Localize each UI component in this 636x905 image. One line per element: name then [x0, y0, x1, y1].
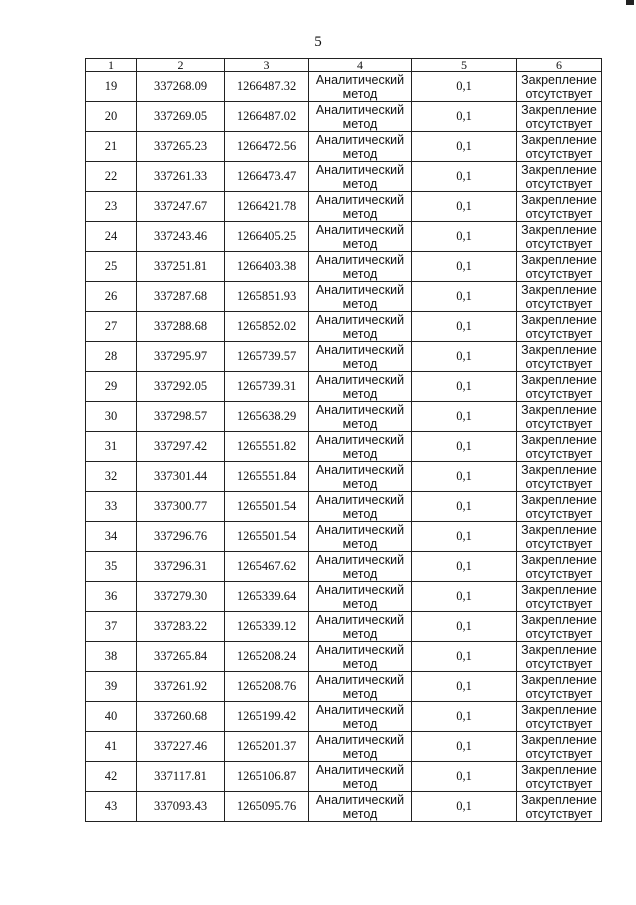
y-coordinate-cell: 1266473.47: [225, 162, 309, 192]
point-number-cell: 39: [86, 672, 137, 702]
x-coordinate-cell: 337297.42: [137, 432, 225, 462]
table-row: [86, 522, 602, 552]
y-coordinate-cell: 1265852.02: [225, 312, 309, 342]
accuracy-cell: 0,1: [412, 432, 517, 462]
point-number-cell: 37: [86, 612, 137, 642]
method-cell: Аналитический метод: [309, 642, 412, 672]
fixation-status-cell: Закрепление отсутствует: [517, 72, 602, 102]
x-coordinate-cell: 337261.33: [137, 162, 225, 192]
fixation-status-cell: Закрепление отсутствует: [517, 762, 602, 792]
y-coordinate-cell: 1265501.54: [225, 492, 309, 522]
point-number-cell: 42: [86, 762, 137, 792]
x-coordinate-cell: 337265.23: [137, 132, 225, 162]
accuracy-cell: 0,1: [412, 222, 517, 252]
method-cell: Аналитический метод: [309, 612, 412, 642]
x-coordinate-cell: 337261.92: [137, 672, 225, 702]
column-header: 1: [86, 59, 137, 72]
accuracy-cell: 0,1: [412, 132, 517, 162]
accuracy-cell: 0,1: [412, 102, 517, 132]
method-cell: Аналитический метод: [309, 522, 412, 552]
table-row: [86, 372, 602, 402]
table-row: [86, 702, 602, 732]
fixation-status-cell: Закрепление отсутствует: [517, 612, 602, 642]
point-number-cell: 27: [86, 312, 137, 342]
accuracy-cell: 0,1: [412, 252, 517, 282]
point-number-cell: 29: [86, 372, 137, 402]
x-coordinate-cell: 337292.05: [137, 372, 225, 402]
method-cell: Аналитический метод: [309, 342, 412, 372]
point-number-cell: 32: [86, 462, 137, 492]
x-coordinate-cell: 337227.46: [137, 732, 225, 762]
method-cell: Аналитический метод: [309, 792, 412, 822]
column-header: 4: [309, 59, 412, 72]
point-number-cell: 40: [86, 702, 137, 732]
fixation-status-cell: Закрепление отсутствует: [517, 792, 602, 822]
method-cell: Аналитический метод: [309, 252, 412, 282]
fixation-status-cell: Закрепление отсутствует: [517, 162, 602, 192]
point-number-cell: 31: [86, 432, 137, 462]
y-coordinate-cell: 1266421.78: [225, 192, 309, 222]
y-coordinate-cell: 1265551.82: [225, 432, 309, 462]
fixation-status-cell: Закрепление отсутствует: [517, 432, 602, 462]
fixation-status-cell: Закрепление отсутствует: [517, 672, 602, 702]
x-coordinate-cell: 337296.76: [137, 522, 225, 552]
y-coordinate-cell: 1265638.29: [225, 402, 309, 432]
x-coordinate-cell: 337117.81: [137, 762, 225, 792]
accuracy-cell: 0,1: [412, 162, 517, 192]
table-row: [86, 792, 602, 822]
table-row: [86, 72, 602, 102]
table-row: [86, 612, 602, 642]
accuracy-cell: 0,1: [412, 282, 517, 312]
accuracy-cell: 0,1: [412, 702, 517, 732]
method-cell: Аналитический метод: [309, 432, 412, 462]
method-cell: Аналитический метод: [309, 72, 412, 102]
point-number-cell: 19: [86, 72, 137, 102]
method-cell: Аналитический метод: [309, 462, 412, 492]
point-number-cell: 25: [86, 252, 137, 282]
y-coordinate-cell: 1265501.54: [225, 522, 309, 552]
accuracy-cell: 0,1: [412, 72, 517, 102]
fixation-status-cell: Закрепление отсутствует: [517, 192, 602, 222]
accuracy-cell: 0,1: [412, 402, 517, 432]
y-coordinate-cell: 1265199.42: [225, 702, 309, 732]
method-cell: Аналитический метод: [309, 582, 412, 612]
accuracy-cell: 0,1: [412, 552, 517, 582]
method-cell: Аналитический метод: [309, 102, 412, 132]
x-coordinate-cell: 337265.84: [137, 642, 225, 672]
point-number-cell: 34: [86, 522, 137, 552]
point-number-cell: 24: [86, 222, 137, 252]
x-coordinate-cell: 337269.05: [137, 102, 225, 132]
y-coordinate-cell: 1266487.02: [225, 102, 309, 132]
x-coordinate-cell: 337301.44: [137, 462, 225, 492]
y-coordinate-cell: 1266405.25: [225, 222, 309, 252]
page-number: 5: [314, 34, 322, 50]
y-coordinate-cell: 1265851.93: [225, 282, 309, 312]
fixation-status-cell: Закрепление отсутствует: [517, 522, 602, 552]
table-row: [86, 642, 602, 672]
fixation-status-cell: Закрепление отсутствует: [517, 342, 602, 372]
table-header-row: [86, 59, 602, 72]
y-coordinate-cell: 1265739.31: [225, 372, 309, 402]
column-header: 2: [137, 59, 225, 72]
y-coordinate-cell: 1265551.84: [225, 462, 309, 492]
point-number-cell: 21: [86, 132, 137, 162]
table-row: [86, 222, 602, 252]
accuracy-cell: 0,1: [412, 342, 517, 372]
method-cell: Аналитический метод: [309, 672, 412, 702]
x-coordinate-cell: 337300.77: [137, 492, 225, 522]
column-header: 5: [412, 59, 517, 72]
table-row: [86, 492, 602, 522]
fixation-status-cell: Закрепление отсутствует: [517, 132, 602, 162]
fixation-status-cell: Закрепление отсутствует: [517, 222, 602, 252]
y-coordinate-cell: 1265208.76: [225, 672, 309, 702]
point-number-cell: 30: [86, 402, 137, 432]
fixation-status-cell: Закрепление отсутствует: [517, 252, 602, 282]
point-number-cell: 41: [86, 732, 137, 762]
method-cell: Аналитический метод: [309, 762, 412, 792]
table-row: [86, 282, 602, 312]
method-cell: Аналитический метод: [309, 162, 412, 192]
x-coordinate-cell: 337251.81: [137, 252, 225, 282]
table-row: [86, 402, 602, 432]
accuracy-cell: 0,1: [412, 492, 517, 522]
fixation-status-cell: Закрепление отсутствует: [517, 702, 602, 732]
point-number-cell: 35: [86, 552, 137, 582]
x-coordinate-cell: 337247.67: [137, 192, 225, 222]
y-coordinate-cell: 1265095.76: [225, 792, 309, 822]
y-coordinate-cell: 1266472.56: [225, 132, 309, 162]
point-number-cell: 33: [86, 492, 137, 522]
y-coordinate-cell: 1266403.38: [225, 252, 309, 282]
fixation-status-cell: Закрепление отсутствует: [517, 552, 602, 582]
x-coordinate-cell: 337295.97: [137, 342, 225, 372]
point-number-cell: 23: [86, 192, 137, 222]
scan-corner-mark: [626, 0, 634, 5]
table-row: [86, 252, 602, 282]
x-coordinate-cell: 337268.09: [137, 72, 225, 102]
point-number-cell: 28: [86, 342, 137, 372]
method-cell: Аналитический метод: [309, 372, 412, 402]
point-number-cell: 36: [86, 582, 137, 612]
y-coordinate-cell: 1265339.64: [225, 582, 309, 612]
x-coordinate-cell: 337287.68: [137, 282, 225, 312]
x-coordinate-cell: 337296.31: [137, 552, 225, 582]
fixation-status-cell: Закрепление отсутствует: [517, 462, 602, 492]
accuracy-cell: 0,1: [412, 522, 517, 552]
fixation-status-cell: Закрепление отсутствует: [517, 732, 602, 762]
method-cell: Аналитический метод: [309, 492, 412, 522]
table-row: [86, 312, 602, 342]
accuracy-cell: 0,1: [412, 672, 517, 702]
accuracy-cell: 0,1: [412, 372, 517, 402]
accuracy-cell: 0,1: [412, 612, 517, 642]
table-row: [86, 162, 602, 192]
accuracy-cell: 0,1: [412, 582, 517, 612]
accuracy-cell: 0,1: [412, 762, 517, 792]
column-header: 6: [517, 59, 602, 72]
table-row: [86, 762, 602, 792]
point-number-cell: 20: [86, 102, 137, 132]
point-number-cell: 26: [86, 282, 137, 312]
table-row: [86, 192, 602, 222]
y-coordinate-cell: 1266487.32: [225, 72, 309, 102]
table-body: [86, 72, 602, 822]
y-coordinate-cell: 1265201.37: [225, 732, 309, 762]
accuracy-cell: 0,1: [412, 462, 517, 492]
table-row: [86, 732, 602, 762]
method-cell: Аналитический метод: [309, 732, 412, 762]
method-cell: Аналитический метод: [309, 552, 412, 582]
accuracy-cell: 0,1: [412, 312, 517, 342]
x-coordinate-cell: 337283.22: [137, 612, 225, 642]
y-coordinate-cell: 1265467.62: [225, 552, 309, 582]
table-row: [86, 132, 602, 162]
table-row: [86, 342, 602, 372]
table-row: [86, 462, 602, 492]
method-cell: Аналитический метод: [309, 402, 412, 432]
point-number-cell: 43: [86, 792, 137, 822]
accuracy-cell: 0,1: [412, 792, 517, 822]
table-row: [86, 432, 602, 462]
table-row: [86, 552, 602, 582]
y-coordinate-cell: 1265208.24: [225, 642, 309, 672]
coordinates-table: [85, 58, 602, 822]
table-row: [86, 672, 602, 702]
accuracy-cell: 0,1: [412, 732, 517, 762]
method-cell: Аналитический метод: [309, 702, 412, 732]
fixation-status-cell: Закрепление отсутствует: [517, 312, 602, 342]
accuracy-cell: 0,1: [412, 642, 517, 672]
point-number-cell: 38: [86, 642, 137, 672]
method-cell: Аналитический метод: [309, 192, 412, 222]
fixation-status-cell: Закрепление отсутствует: [517, 372, 602, 402]
x-coordinate-cell: 337288.68: [137, 312, 225, 342]
point-number-cell: 22: [86, 162, 137, 192]
fixation-status-cell: Закрепление отсутствует: [517, 102, 602, 132]
fixation-status-cell: Закрепление отсутствует: [517, 492, 602, 522]
x-coordinate-cell: 337260.68: [137, 702, 225, 732]
x-coordinate-cell: 337279.30: [137, 582, 225, 612]
fixation-status-cell: Закрепление отсутствует: [517, 402, 602, 432]
fixation-status-cell: Закрепление отсутствует: [517, 582, 602, 612]
fixation-status-cell: Закрепление отсутствует: [517, 282, 602, 312]
table-row: [86, 582, 602, 612]
table-row: [86, 102, 602, 132]
y-coordinate-cell: 1265739.57: [225, 342, 309, 372]
y-coordinate-cell: 1265106.87: [225, 762, 309, 792]
method-cell: Аналитический метод: [309, 312, 412, 342]
x-coordinate-cell: 337298.57: [137, 402, 225, 432]
accuracy-cell: 0,1: [412, 192, 517, 222]
method-cell: Аналитический метод: [309, 132, 412, 162]
fixation-status-cell: Закрепление отсутствует: [517, 642, 602, 672]
column-header: 3: [225, 59, 309, 72]
x-coordinate-cell: 337093.43: [137, 792, 225, 822]
method-cell: Аналитический метод: [309, 222, 412, 252]
method-cell: Аналитический метод: [309, 282, 412, 312]
y-coordinate-cell: 1265339.12: [225, 612, 309, 642]
x-coordinate-cell: 337243.46: [137, 222, 225, 252]
